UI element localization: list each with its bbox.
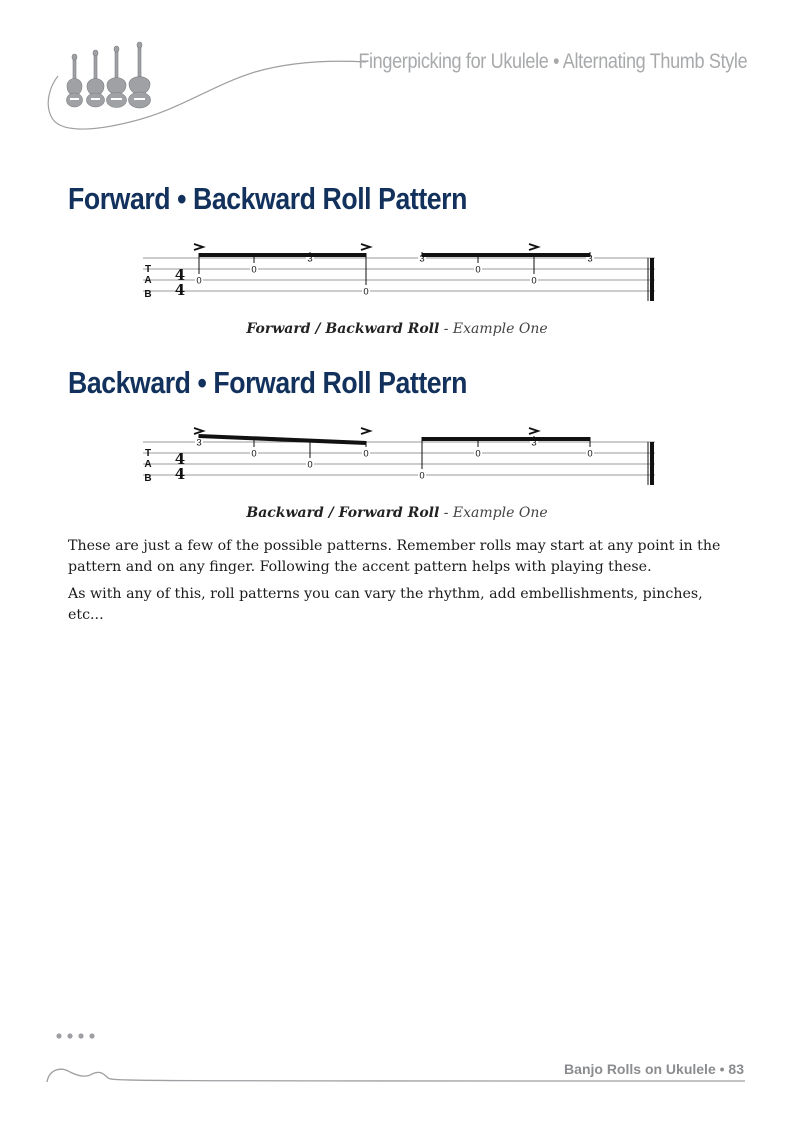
- fret-number: 0: [363, 286, 369, 298]
- tab-clef-letter: A: [144, 275, 152, 286]
- final-barline-thick: [650, 442, 654, 485]
- accent-mark: [361, 428, 370, 434]
- fret-number: 0: [475, 448, 481, 460]
- fret-number: 0: [307, 459, 313, 471]
- time-signature-digit: 4: [174, 450, 186, 468]
- accent-mark: [529, 244, 538, 250]
- fret-number: 0: [251, 448, 257, 460]
- running-header-title: Fingerpicking for Ukulele • Alternating Thumb Style: [358, 50, 747, 73]
- accent-mark: [529, 428, 538, 434]
- time-signature-digit: 4: [174, 266, 186, 284]
- fret-number: 3: [531, 437, 537, 449]
- footer-swoosh: [0, 1030, 794, 1090]
- fret-number: 0: [531, 275, 537, 287]
- accent-mark: [194, 244, 203, 250]
- tab-clef-letter: B: [144, 289, 152, 300]
- caption-subtitle: - Example One: [439, 505, 548, 521]
- final-barline-thick: [650, 258, 654, 301]
- fret-number: 0: [363, 448, 369, 460]
- ukulele-family-icon: [40, 40, 160, 115]
- section-title-forward-backward: Forward • Backward Roll Pattern: [68, 181, 467, 216]
- tab-staff-forward-backward: [135, 238, 660, 308]
- caption-subtitle: - Example One: [439, 321, 548, 337]
- tab-clef-letter: T: [144, 448, 152, 459]
- footer-dots-icon: [56, 1033, 94, 1038]
- body-paragraph-2: As with any of this, roll patterns you can vary the rhythm, add embellishments, pinches, etc...: [68, 586, 703, 623]
- accent-mark: [361, 244, 370, 250]
- tab-staff-backward-forward: [135, 422, 660, 492]
- fret-number: 0: [251, 264, 257, 276]
- tab-clef-letter: T: [144, 264, 152, 275]
- section-title-backward-forward: Backward • Forward Roll Pattern: [68, 365, 467, 400]
- caption-title: Forward / Backward Roll: [246, 321, 440, 337]
- fret-number: 0: [196, 275, 202, 287]
- time-signature-digit: 4: [174, 281, 186, 299]
- fret-number: 0: [587, 448, 593, 460]
- fret-number: 3: [307, 253, 313, 265]
- caption-backward-forward: [0, 505, 794, 521]
- fret-number: 0: [475, 264, 481, 276]
- fret-number: 3: [587, 253, 593, 265]
- caption-forward-backward: [0, 321, 794, 337]
- time-signature-digit: 4: [174, 465, 186, 483]
- fret-number: 0: [419, 470, 425, 482]
- tab-clef-letter: A: [144, 459, 152, 470]
- caption-title: Backward / Forward Roll: [246, 505, 440, 521]
- fret-number: 3: [419, 253, 425, 265]
- body-paragraph-1: These are just a few of the possible patterns. Remember rolls may start at any point in the pattern and on any finger. Following the accent pattern helps with playing these.: [68, 538, 721, 575]
- fret-number: 3: [196, 437, 202, 449]
- tab-clef-letter: B: [144, 473, 152, 484]
- footer-page-label: Banjo Rolls on Ukulele • 83: [564, 1061, 744, 1077]
- accent-mark: [194, 428, 203, 434]
